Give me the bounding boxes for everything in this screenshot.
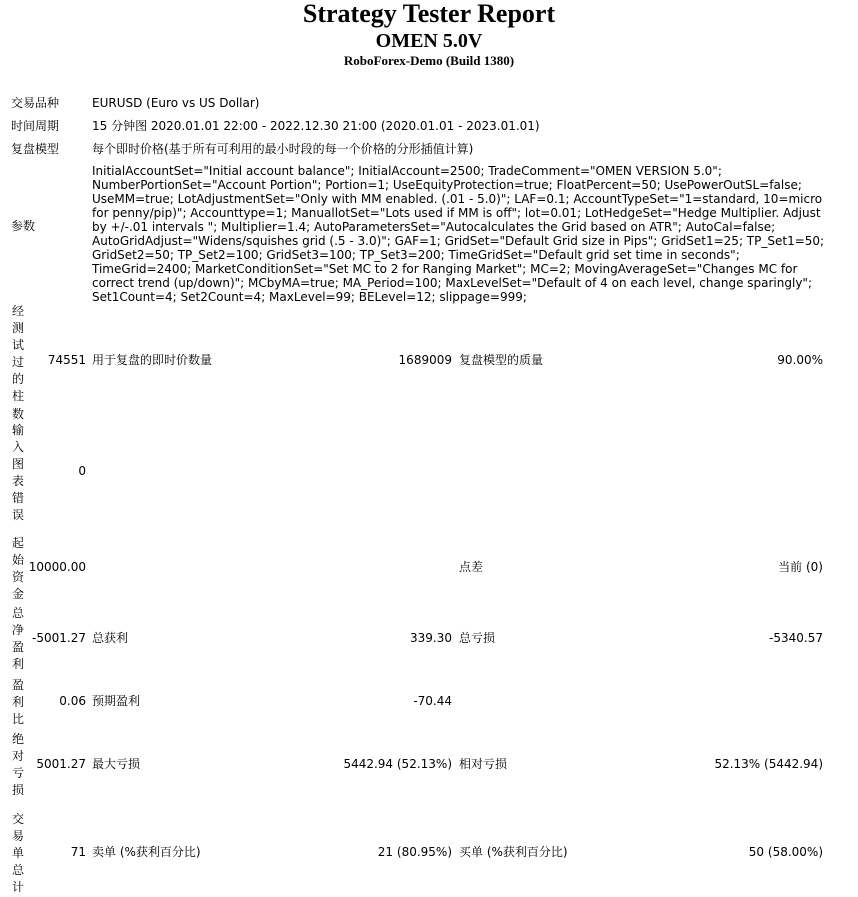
params-value: InitialAccountSet="Initial account balance"; InitialAccount=2500; TradeComment="OMEN VERSION 5.0"; NumberPortionSet="Account Portion"; Portion=1; UseEquityProtection=true; FloatPercent=50; UsePowerOutSL=false; UseMM=true; LotAdjustmentSet="Only with MM enabled. (.01 - 5.0)"; LAF=0.1; AccountTypeSet="1=standard, 10=micro for penny/pip)"; Accounttype=1; ManuallotSet="Lots used if MM is off"; lot=0.01; LotHedgeSet="Hedge Multiplier. Adjust by +/-.01 intervals "; Multiplier=1.4; AutoParametersSet="Autocalculates the Grid based on ATR"; AutoCal=false; AutoGridAdjust="Widens/squishes grid (.5 - 3.0)"; GAF=1; GridSet="Default Grid size in Pips"; GridSet1=25; TP_Set1=50; GridSet2=50; TP_Set2=100; GridSet3=100; TP_Set3=200; TimeGridSet="Default grid set time in seconds"; TimeGrid=2400; MarketConditionSet="Set MC to 2 for Ranging Market"; MC=2; MovingAverageSet="Changes MC for correct trend (up/down)"; MCbyMA=true; MA_Period=100; MaxLevelSet="Default of 4 on each level, change sparingly"; Set1Count=4; Set2Count=4; MaxLevel=99; BELevel=12; slippage=999; [92,164,825,304]
gross-profit-value: 339.30 [410,631,452,645]
deposit-label: 起始资金 [11,536,24,602]
errors-value: 0 [78,464,86,478]
model-value: 每个即时价格(基于所有可利用的最小时段的每一个价格的分形插值计算) [92,142,474,156]
net-profit-value: -5001.27 [32,631,86,645]
symbol-value: EURUSD (Euro vs US Dollar) [92,96,260,110]
expected-payoff-value: -70.44 [413,694,452,708]
report-title: Strategy Tester Report [302,0,556,28]
short-positions-value: 21 (80.95%) [377,845,452,859]
broker-build: RoboForex-Demo (Build 1380) [343,53,515,68]
quality-value: 90.00% [777,353,823,367]
spread-label: 点差 [459,560,484,574]
net-profit-label: 总净盈利 [11,606,24,672]
expert-name: OMEN 5.0V [375,30,483,52]
abs-drawdown-label: 绝对亏损 [11,732,24,798]
long-positions-label: 买单 (%获利百分比) [459,845,568,859]
gross-loss-value: -5340.57 [769,631,823,645]
gross-loss-label: 总亏损 [459,631,496,645]
max-drawdown-label: 最大亏损 [92,757,141,771]
total-trades-value: 71 [70,845,86,859]
quality-label: 复盘模型的质量 [459,353,544,367]
rel-drawdown-value: 52.13% (5442.94) [714,757,823,771]
max-drawdown-value: 5442.94 (52.13%) [343,757,452,771]
period-label: 时间周期 [11,119,60,133]
deposit-value: 10000.00 [28,560,86,574]
ticks-label: 用于复盘的即时价数量 [92,353,213,367]
period-value: 15 分钟图 2020.01.01 22:00 - 2022.12.30 21:00 (2020.01.01 - 2023.01.01) [92,119,540,133]
rel-drawdown-label: 相对亏损 [459,757,508,771]
model-label: 复盘模型 [11,142,60,156]
gross-profit-label: 总获利 [92,631,129,645]
abs-drawdown-value: 5001.27 [36,757,86,771]
spread-value: 当前 (0) [778,560,823,574]
params-label: 参数 [11,219,36,233]
bars-value: 74551 [47,353,86,367]
profit-factor-label: 盈利比 [11,678,24,727]
short-positions-label: 卖单 (%获利百分比) [92,845,201,859]
long-positions-value: 50 (58.00%) [748,845,823,859]
expected-payoff-label: 预期盈利 [92,694,141,708]
errors-label: 输入图表错误 [11,423,24,523]
profit-factor-value: 0.06 [59,694,86,708]
ticks-value: 1689009 [398,353,452,367]
symbol-label: 交易品种 [11,96,60,110]
total-trades-label: 交易单总计 [11,812,24,895]
bars-label: 经测试过的柱数 [11,304,24,421]
